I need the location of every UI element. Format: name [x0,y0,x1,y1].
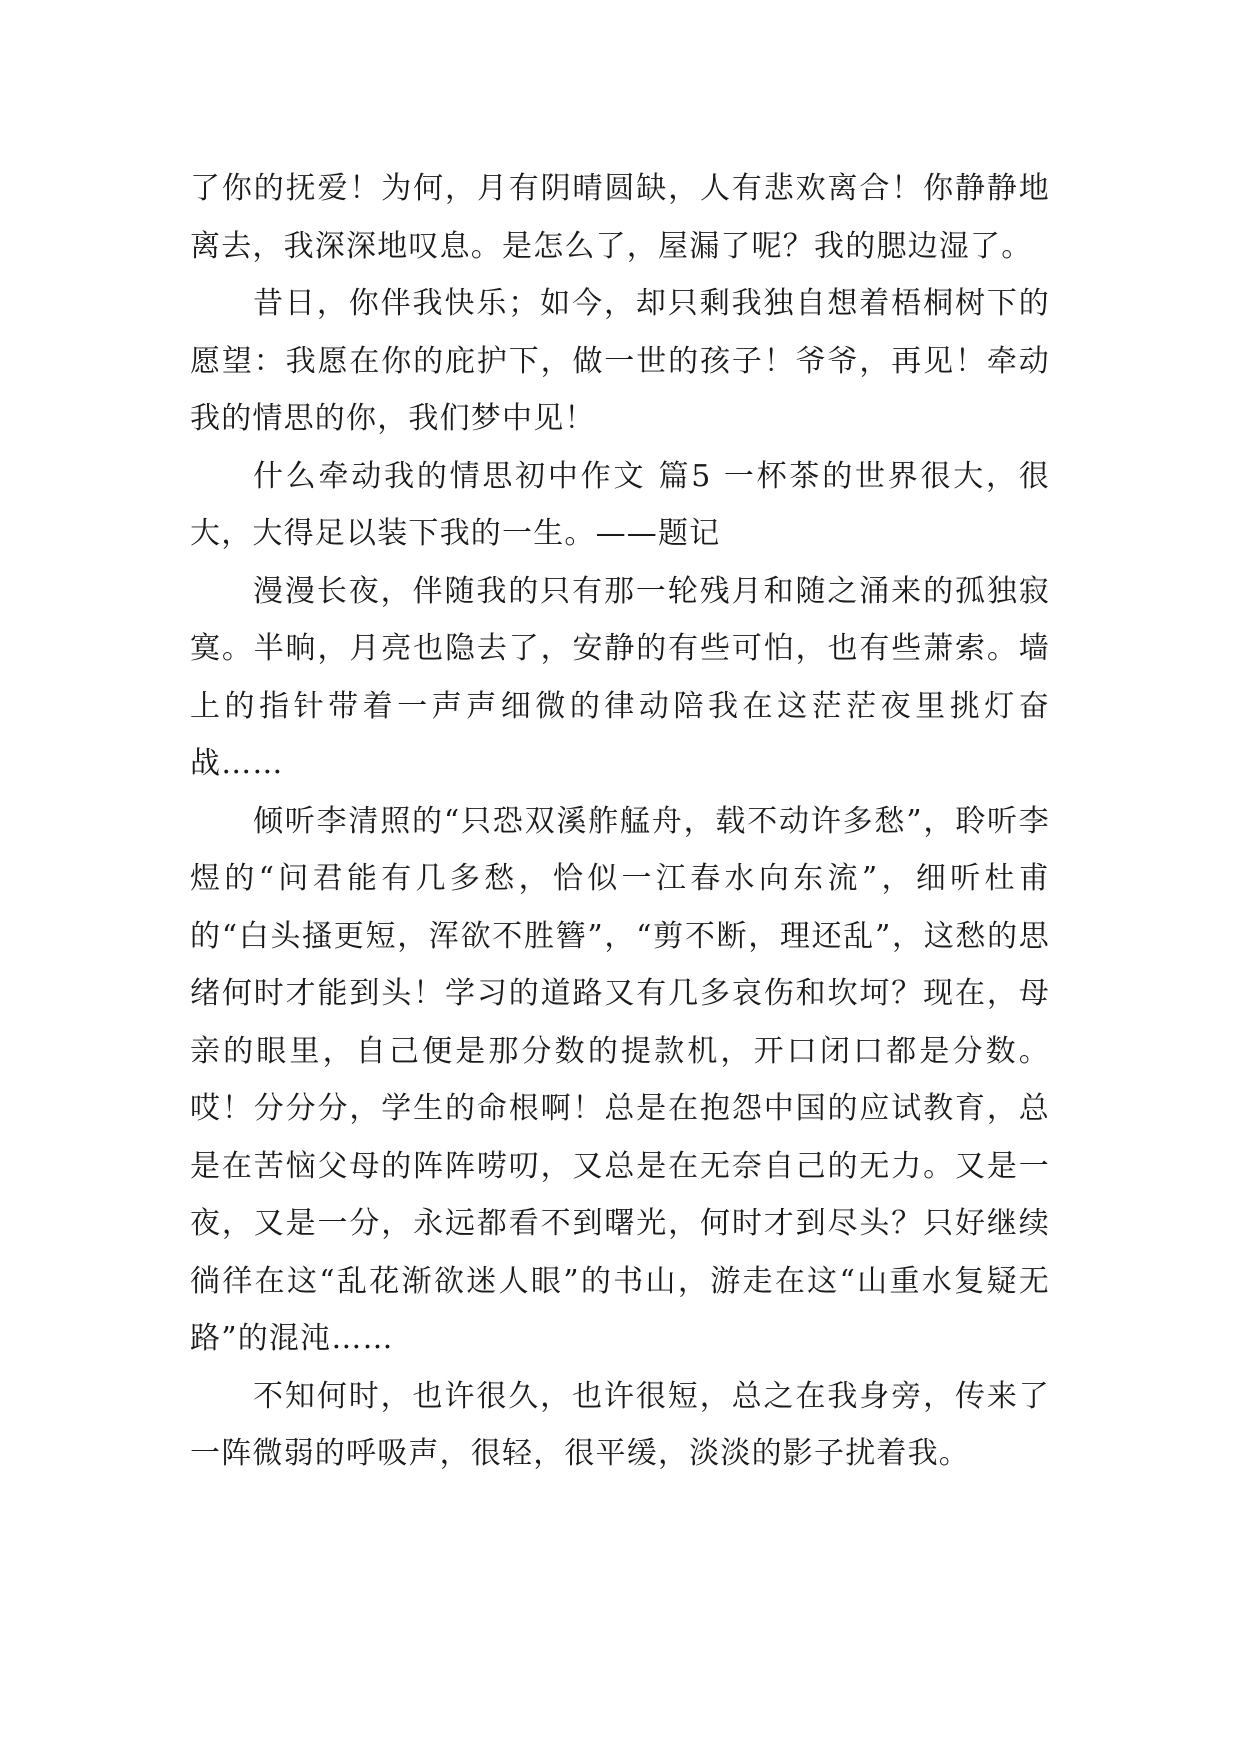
paragraph-continued: 了你的抚爱！为何，月有阴晴圆缺，人有悲欢离合！你静静地离去，我深深地叹息。是怎么了，屋漏了呢？我的腮边湿了。 [190,171,1050,264]
paragraph: 倾听李清照的“只恐双溪舴艋舟，载不动许多愁”，聆听李煜的“问君能有几多愁，恰似一江春水向东流”，细听杜甫的“白头搔更短，浑欲不胜簪”，“剪不断，理还乱”，这愁的思绪何时才能到头！学习的道路又有几多哀伤和坎坷？现在，母亲的眼里，自己便是那分数的提款机，开口闭口都是分数。哎！分分分，学生的命根啊！总是在抱怨中国的应试教育，总是在苦恼父母的阵阵唠叨，又总是在无奈自己的无力。又是一夜，又是一分，永远都看不到曙光，何时才到尽头？只好继续徜徉在这“乱花渐欲迷人眼”的书山，游走在这“山重水复疑无路”的混沌…… [190,803,1050,1356]
paragraph: 不知何时，也许很久，也许很短，总之在我身旁，传来了一阵微弱的呼吸声，很轻，很平缓，淡淡的影子扰着我。 [190,1378,1050,1471]
article-body [190,160,1050,1483]
paragraph: 漫漫长夜，伴随我的只有那一轮残月和随之涌来的孤独寂寞。半晌，月亮也隐去了，安静的有些可怕，也有些萧索。墙上的指针带着一声声细微的律动陪我在这茫茫夜里挑灯奋战…… [190,573,1050,781]
section-heading-paragraph: 什么牵动我的情思初中作文 篇5 一杯茶的世界很大，很大，大得足以装下我的一生。——题记 [190,458,1050,551]
paragraph: 昔日，你伴我快乐；如今，却只剩我独自想着梧桐树下的愿望：我愿在你的庇护下，做一世的孩子！爷爷，再见！牵动我的情思的你，我们梦中见！ [190,286,1050,436]
